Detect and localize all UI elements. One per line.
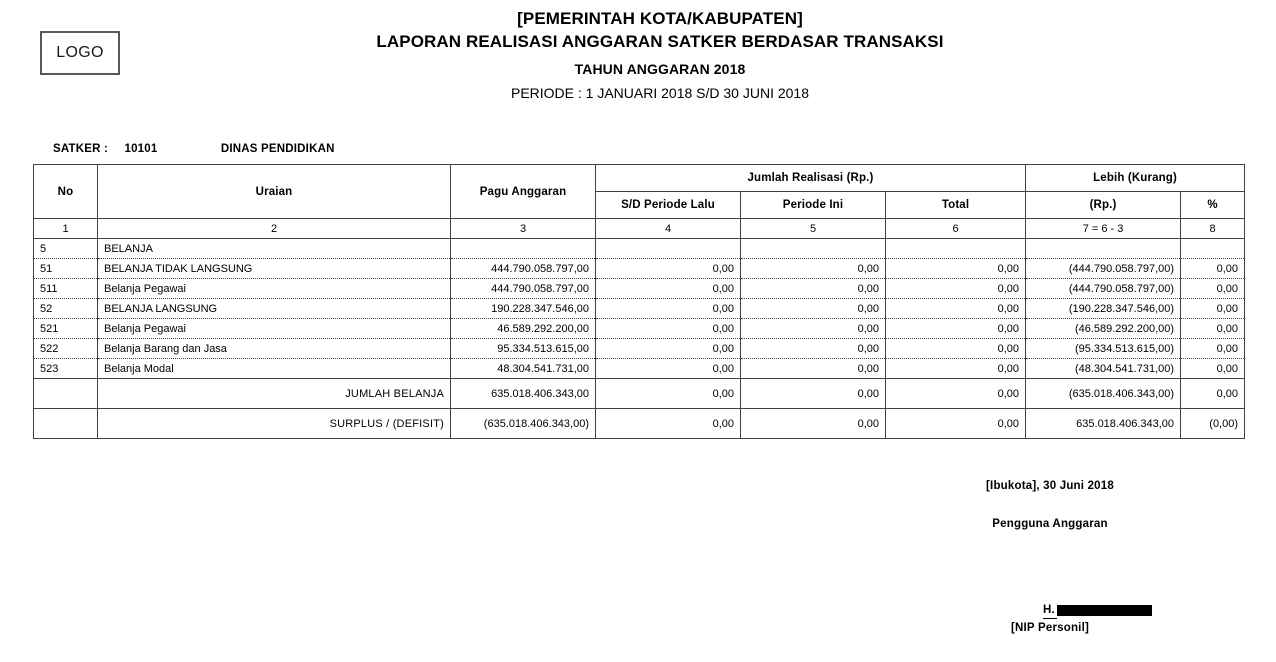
col-header-total: Total	[886, 192, 1026, 219]
cell-periode-ini: 0,00	[741, 339, 886, 359]
cell-pagu-anggaran: 46.589.292.200,00	[451, 319, 596, 339]
col-header-uraian: Uraian	[98, 165, 451, 219]
cell-lebih-rp: (444.790.058.797,00)	[1026, 259, 1181, 279]
cell-lebih-percent: 0,00	[1181, 259, 1245, 279]
cell-sd-periode-lalu	[596, 239, 741, 259]
table-body	[34, 219, 1245, 439]
table-column-numbering-row	[34, 219, 1245, 239]
cell-sd-periode-lalu: 0,00	[596, 299, 741, 319]
cell-sd-periode-lalu: 0,00	[596, 379, 741, 409]
cell-lebih-percent: (0,00)	[1181, 409, 1245, 439]
cell-pagu-anggaran: 48.304.541.731,00	[451, 359, 596, 379]
cell-total: 0,00	[886, 299, 1026, 319]
cell-no	[34, 409, 98, 439]
cell-periode-ini: 0,00	[741, 359, 886, 379]
table-header	[34, 165, 1245, 219]
cell-lebih-percent: 0,00	[1181, 339, 1245, 359]
cell-lebih-rp: (46.589.292.200,00)	[1026, 319, 1181, 339]
cell-sd-periode-lalu: 0,00	[596, 339, 741, 359]
report-title-period: PERIODE : 1 JANUARI 2018 S/D 30 JUNI 2018	[510, 85, 809, 101]
table-row	[34, 339, 1245, 359]
table-row	[34, 319, 1245, 339]
cell-sd-periode-lalu: 0,00	[596, 319, 741, 339]
signature-block	[900, 480, 1200, 634]
cell-sd-periode-lalu: 0,00	[596, 359, 741, 379]
col-header-periode-ini: Periode Ini	[741, 192, 886, 219]
table-row	[34, 359, 1245, 379]
table-row	[34, 299, 1245, 319]
cell-total: 0,00	[886, 259, 1026, 279]
satker-label: SATKER :	[53, 143, 109, 155]
cell-pagu-anggaran: 190.228.347.546,00	[451, 299, 596, 319]
cell-summary-label: SURPLUS / (DEFISIT)	[98, 409, 451, 439]
report-title-line2: LAPORAN REALISASI ANGGARAN SATKER BERDASAR TRANSAKSI	[376, 32, 944, 51]
cell-pagu-anggaran	[451, 239, 596, 259]
column-number-cell: 3	[451, 219, 596, 239]
signature-role: Pengguna Anggaran	[992, 518, 1108, 530]
cell-lebih-rp: (444.790.058.797,00)	[1026, 279, 1181, 299]
cell-lebih-percent: 0,00	[1181, 359, 1245, 379]
col-header-lebih-rp: (Rp.)	[1026, 192, 1181, 219]
cell-lebih-rp: (190.228.347.546,00)	[1026, 299, 1181, 319]
cell-no: 522	[34, 339, 98, 359]
cell-total: 0,00	[886, 319, 1026, 339]
column-number-cell: 5	[741, 219, 886, 239]
cell-lebih-rp: 635.018.406.343,00	[1026, 409, 1181, 439]
col-header-pagu-anggaran: Pagu Anggaran	[451, 165, 596, 219]
cell-total: 0,00	[886, 359, 1026, 379]
report-title-block	[160, 8, 1160, 104]
table-row	[34, 279, 1245, 299]
cell-lebih-percent	[1181, 239, 1245, 259]
cell-uraian: BELANJA TIDAK LANGSUNG	[98, 259, 451, 279]
cell-pagu-anggaran: 444.790.058.797,00	[451, 259, 596, 279]
column-number-cell: 7 = 6 - 3	[1026, 219, 1181, 239]
cell-no: 51	[34, 259, 98, 279]
cell-total: 0,00	[886, 409, 1026, 439]
cell-periode-ini	[741, 239, 886, 259]
cell-sd-periode-lalu: 0,00	[596, 259, 741, 279]
cell-sd-periode-lalu: 0,00	[596, 409, 741, 439]
column-number-cell: 4	[596, 219, 741, 239]
satker-line	[53, 143, 335, 155]
table-summary-row	[34, 409, 1245, 439]
cell-pagu-anggaran: 95.334.513.615,00	[451, 339, 596, 359]
report-title-line1: [PEMERINTAH KOTA/KABUPATEN]	[517, 9, 803, 28]
cell-pagu-anggaran: (635.018.406.343,00)	[451, 409, 596, 439]
col-header-no: No	[34, 165, 98, 219]
table-row	[34, 239, 1245, 259]
cell-total: 0,00	[886, 339, 1026, 359]
cell-uraian: BELANJA	[98, 239, 451, 259]
logo-placeholder-box	[40, 31, 120, 75]
column-number-cell: 1	[34, 219, 98, 239]
cell-sd-periode-lalu: 0,00	[596, 279, 741, 299]
cell-no: 511	[34, 279, 98, 299]
cell-periode-ini: 0,00	[741, 279, 886, 299]
cell-uraian: BELANJA LANGSUNG	[98, 299, 451, 319]
logo-label: LOGO	[56, 44, 104, 61]
col-header-lebih-percent: %	[1181, 192, 1245, 219]
signature-place-date: [Ibukota], 30 Juni 2018	[986, 480, 1114, 492]
cell-lebih-rp: (95.334.513.615,00)	[1026, 339, 1181, 359]
cell-total: 0,00	[886, 379, 1026, 409]
column-number-cell: 6	[886, 219, 1026, 239]
cell-uraian: Belanja Pegawai	[98, 319, 451, 339]
table-row	[34, 259, 1245, 279]
cell-total	[886, 239, 1026, 259]
redaction-bar	[1057, 605, 1152, 616]
cell-periode-ini: 0,00	[741, 409, 886, 439]
cell-pagu-anggaran: 444.790.058.797,00	[451, 279, 596, 299]
cell-lebih-rp: (48.304.541.731,00)	[1026, 359, 1181, 379]
cell-lebih-percent: 0,00	[1181, 299, 1245, 319]
column-number-cell: 8	[1181, 219, 1245, 239]
satker-name: DINAS PENDIDIKAN	[220, 143, 335, 155]
cell-no: 521	[34, 319, 98, 339]
col-header-sd-periode-lalu: S/D Periode Lalu	[596, 192, 741, 219]
cell-total: 0,00	[886, 279, 1026, 299]
cell-lebih-rp: (635.018.406.343,00)	[1026, 379, 1181, 409]
cell-periode-ini: 0,00	[741, 379, 886, 409]
cell-summary-label: JUMLAH BELANJA	[98, 379, 451, 409]
signature-name-underline	[1043, 604, 1057, 619]
cell-pagu-anggaran: 635.018.406.343,00	[451, 379, 596, 409]
satker-code: 10101	[124, 143, 158, 155]
cell-uraian: Belanja Barang dan Jasa	[98, 339, 451, 359]
cell-periode-ini: 0,00	[741, 259, 886, 279]
cell-uraian: Belanja Modal	[98, 359, 451, 379]
table-summary-row	[34, 379, 1245, 409]
cell-lebih-percent: 0,00	[1181, 319, 1245, 339]
signature-name	[1043, 604, 1057, 616]
cell-no	[34, 379, 98, 409]
cell-uraian: Belanja Pegawai	[98, 279, 451, 299]
cell-periode-ini: 0,00	[741, 319, 886, 339]
cell-lebih-percent: 0,00	[1181, 279, 1245, 299]
col-header-jumlah-realisasi: Jumlah Realisasi (Rp.)	[596, 165, 1026, 192]
cell-no: 5	[34, 239, 98, 259]
signature-nip: [NIP Personil]	[1011, 622, 1089, 634]
column-number-cell: 2	[98, 219, 451, 239]
cell-no: 523	[34, 359, 98, 379]
cell-lebih-rp	[1026, 239, 1181, 259]
report-title-fiscal-year: TAHUN ANGGARAN 2018	[574, 61, 746, 77]
col-header-lebih-kurang: Lebih (Kurang)	[1026, 165, 1245, 192]
cell-lebih-percent: 0,00	[1181, 379, 1245, 409]
cell-periode-ini: 0,00	[741, 299, 886, 319]
cell-no: 52	[34, 299, 98, 319]
signature-name-prefix: H.	[1043, 604, 1055, 616]
realisasi-anggaran-table	[33, 164, 1245, 439]
